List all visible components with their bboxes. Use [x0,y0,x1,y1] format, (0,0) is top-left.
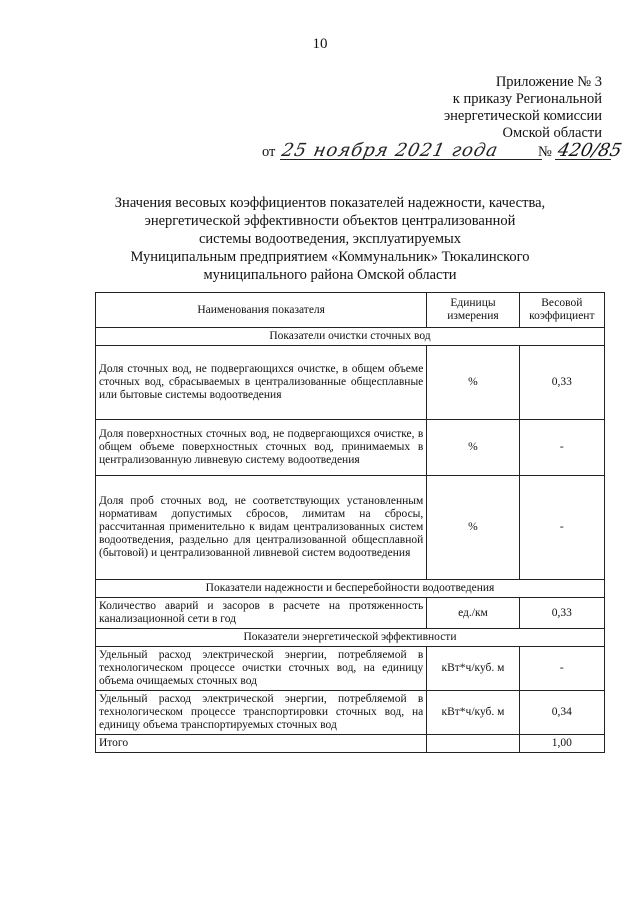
header-coef: Весовой коэффициент [519,293,604,328]
row-coef: 0,33 [519,346,604,420]
row-name: Доля проб сточных вод, не соответствующих установленным нормативам допустимых сбросов, лимитам на сбросы, рассчитанная применительно к видам централизованных систем водоотведения, раздельно для централизованной общесплавной (бытовой) и централизованной ливневой систем водоотведения [96,476,427,580]
document-title [60,194,600,284]
title-line-3: системы водоотведения, эксплуатируемых [198,231,462,247]
table-row [96,420,605,476]
row-coef: 0,34 [519,691,604,735]
table-row [96,598,605,629]
table-row [96,476,605,580]
title-line-1: Значения весовых коэффициентов показателей надежности, качества, [114,195,546,211]
total-coef: 1,00 [519,735,604,753]
handwritten-date: 25 ноября 2021 года [279,140,501,161]
appendix-header [444,74,602,142]
row-unit: ед./км [427,598,519,629]
total-unit [427,735,519,753]
row-unit: кВт*ч/куб. м [427,691,519,735]
table-row [96,647,605,691]
title-line-4: Муниципальным предприятием «Коммунальник» Тюкалинского [130,249,530,265]
order-number-label: № [538,144,552,160]
header-name: Наименования показателя [96,293,427,328]
number-underline [555,159,611,160]
row-coef: - [519,647,604,691]
header-unit: Единицы измерения [427,293,519,328]
section-row [96,580,605,598]
appendix-line-4: Омской области [502,125,602,141]
table-header-row [96,293,605,328]
table-row [96,346,605,420]
row-coef: - [519,476,604,580]
row-name: Доля поверхностных сточных вод, не подвергающихся очистке, в общем объеме поверхностных сточных вод, принимаемых в централизованную ливневую систему водоотведения [96,420,427,476]
row-coef: 0,33 [519,598,604,629]
row-name: Количество аварий и засоров в расчете на протяженность канализационной сети в год [96,598,427,629]
order-date-label: от [262,144,276,160]
row-name: Удельный расход электрической энергии, потребляемой в технологическом процессе транспортировки сточных вод, на единицу объема транспортируемых сточных вод [96,691,427,735]
title-line-2: энергетической эффективности объектов централизованной [144,213,516,229]
section-title-efficiency: Показатели энергетической эффективности [96,629,605,647]
row-name: Удельный расход электрической энергии, потребляемой в технологическом процессе очистки сточных вод, на единицу объема очищаемых сточных вод [96,647,427,691]
appendix-line-2: к приказу Региональной [452,91,602,107]
row-unit: кВт*ч/куб. м [427,647,519,691]
section-row [96,629,605,647]
row-unit: % [427,420,519,476]
row-unit: % [427,476,519,580]
total-row [96,735,605,753]
row-coef: - [519,420,604,476]
handwritten-order-number: 420/85 [555,140,624,161]
coefficients-table [95,292,605,753]
table-row [96,691,605,735]
section-row [96,328,605,346]
date-underline [280,159,542,160]
title-line-5: муниципального района Омской области [203,267,457,283]
section-title-treatment: Показатели очистки сточных вод [96,328,605,346]
row-name: Доля сточных вод, не подвергающихся очистке, в общем объеме сточных вод, сбрасываемых в централизованные общесплавные или бытовые системы водоотведения [96,346,427,420]
section-title-reliability: Показатели надежности и бесперебойности водоотведения [96,580,605,598]
row-unit: % [427,346,519,420]
total-label: Итого [96,735,427,753]
order-reference [262,140,624,164]
appendix-line-3: энергетической комиссии [443,108,602,124]
appendix-line-1: Приложение № 3 [495,74,602,90]
page-number: 10 [312,36,328,52]
